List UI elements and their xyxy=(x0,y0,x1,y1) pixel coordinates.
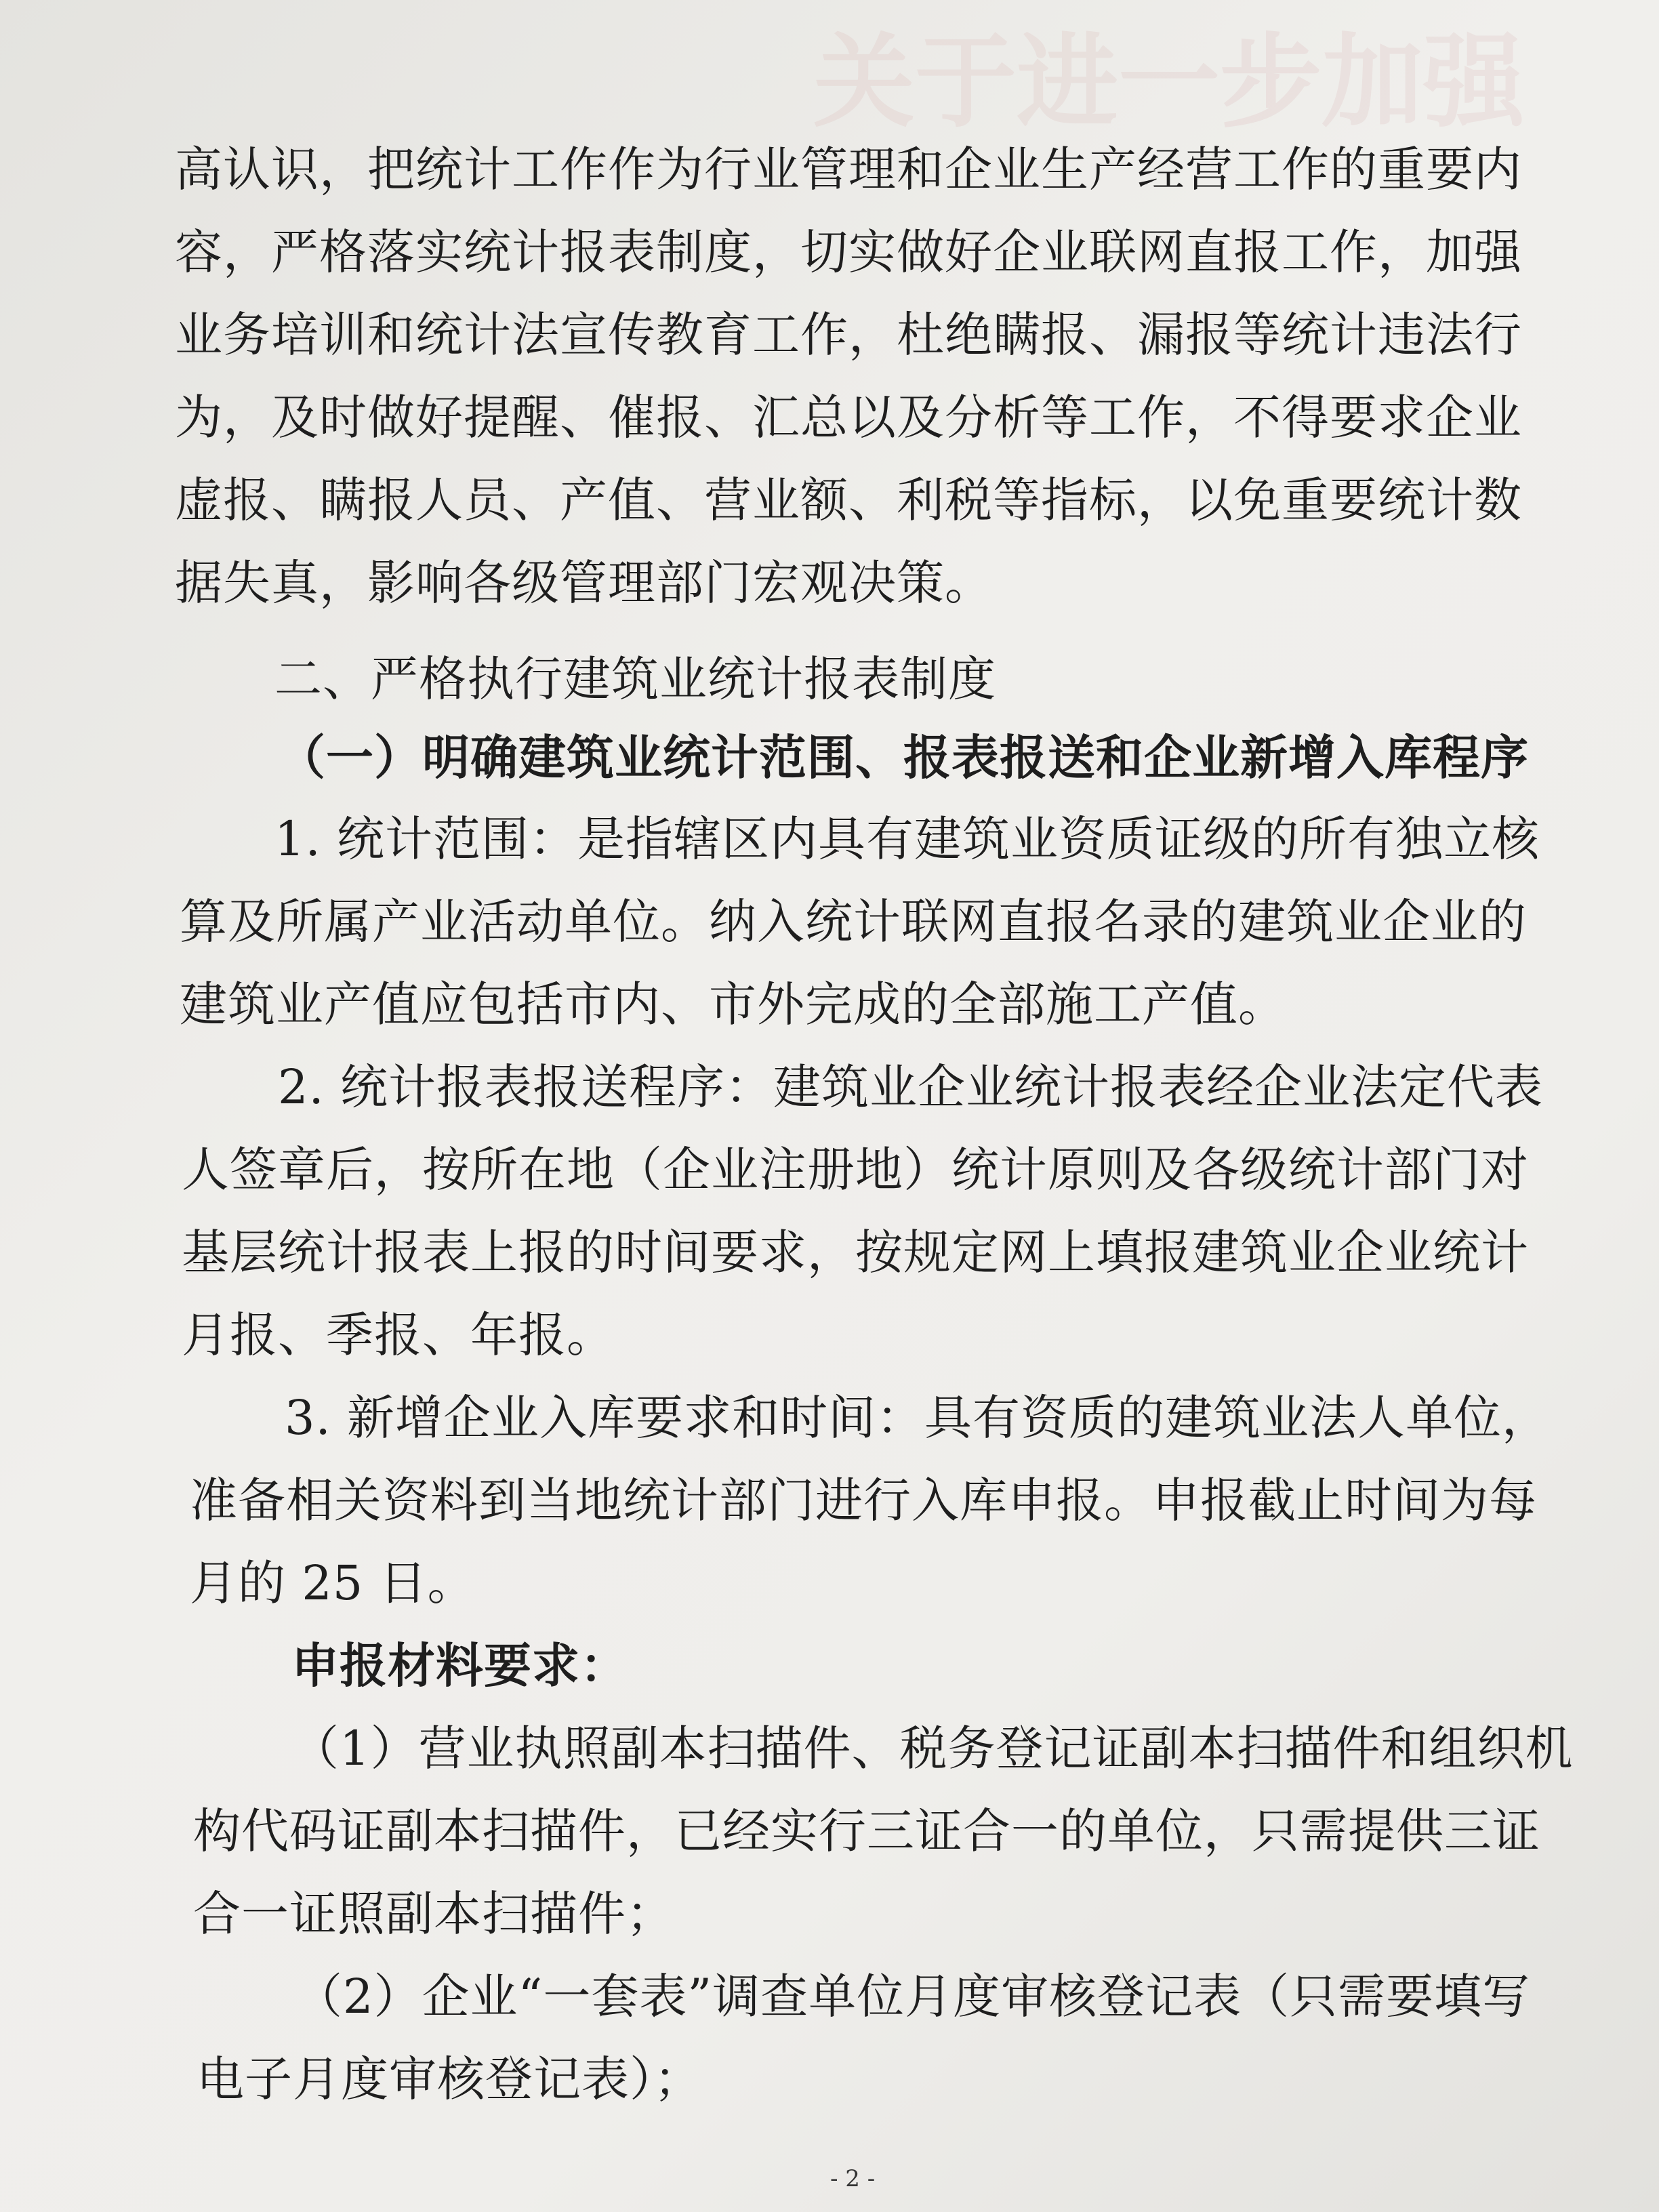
text-line: 合一证照副本扫描件； xyxy=(193,1886,674,1942)
text-line: 高认识，把统计工作作为行业管理和企业生产经营工作的重要内 xyxy=(175,142,1522,197)
page-number: - 2 - xyxy=(830,2165,876,2192)
subsection-heading: （一）明确建筑业统计范围、报表报送和企业新增入库程序 xyxy=(278,729,1529,785)
text-line: 准备相关资料到当地统计部门进行入库申报。申报截止时间为每 xyxy=(190,1473,1537,1528)
text-line: （1）营业执照副本扫描件、税务登记证副本扫描件和组织机 xyxy=(291,1721,1574,1776)
text-line: 虚报、瞒报人员、产值、营业额、利税等指标，以免重要统计数 xyxy=(175,472,1522,528)
text-line: 3. 新增企业入库要求和时间：具有资质的建筑业法人单位， xyxy=(285,1390,1551,1446)
text-line: 为，及时做好提醒、催报、汇总以及分析等工作，不得要求企业 xyxy=(175,390,1522,445)
text-line: 月报、季报、年报。 xyxy=(182,1307,615,1363)
text-line: 建筑业产值应包括市内、市外完成的全部施工产值。 xyxy=(180,977,1286,1032)
text-line: 电子月度审核登记表）； xyxy=(197,2051,702,2107)
text-line: 据失真，影响各级管理部门宏观决策。 xyxy=(175,555,993,611)
materials-heading: 申报材料要求： xyxy=(291,1637,628,1694)
text-line: 构代码证副本扫描件，已经实行三证合一的单位，只需提供三证 xyxy=(193,1803,1540,1859)
text-line: 业务培训和统计法宣传教育工作，杜绝瞒报、漏报等统计违法行 xyxy=(175,307,1522,363)
text-line: 算及所属产业活动单位。纳入统计联网直报名录的建筑业企业的 xyxy=(180,894,1527,949)
text-line: 月的 25 日。 xyxy=(190,1555,476,1611)
text-line: 2. 统计报表报送程序：建筑业企业统计报表经企业法定代表 xyxy=(278,1059,1544,1115)
section-heading: 二、严格执行建筑业统计报表制度 xyxy=(274,651,996,707)
text-line: 1. 统计范围：是指辖区内具有建筑业资质证级的所有独立核 xyxy=(274,811,1540,867)
text-line: （2）企业“一套表”调查单位月度审核登记表（只需要填写 xyxy=(295,1969,1531,2024)
text-line: 容，严格落实统计报表制度，切实做好企业联网直报工作，加强 xyxy=(175,224,1522,280)
show-through-text: 关于进一步加强 xyxy=(813,22,1525,142)
text-line: 基层统计报表上报的时间要求，按规定网上填报建筑业企业统计 xyxy=(182,1225,1529,1280)
text-line: 人签章后，按所在地（企业注册地）统计原则及各级统计部门对 xyxy=(182,1142,1529,1197)
